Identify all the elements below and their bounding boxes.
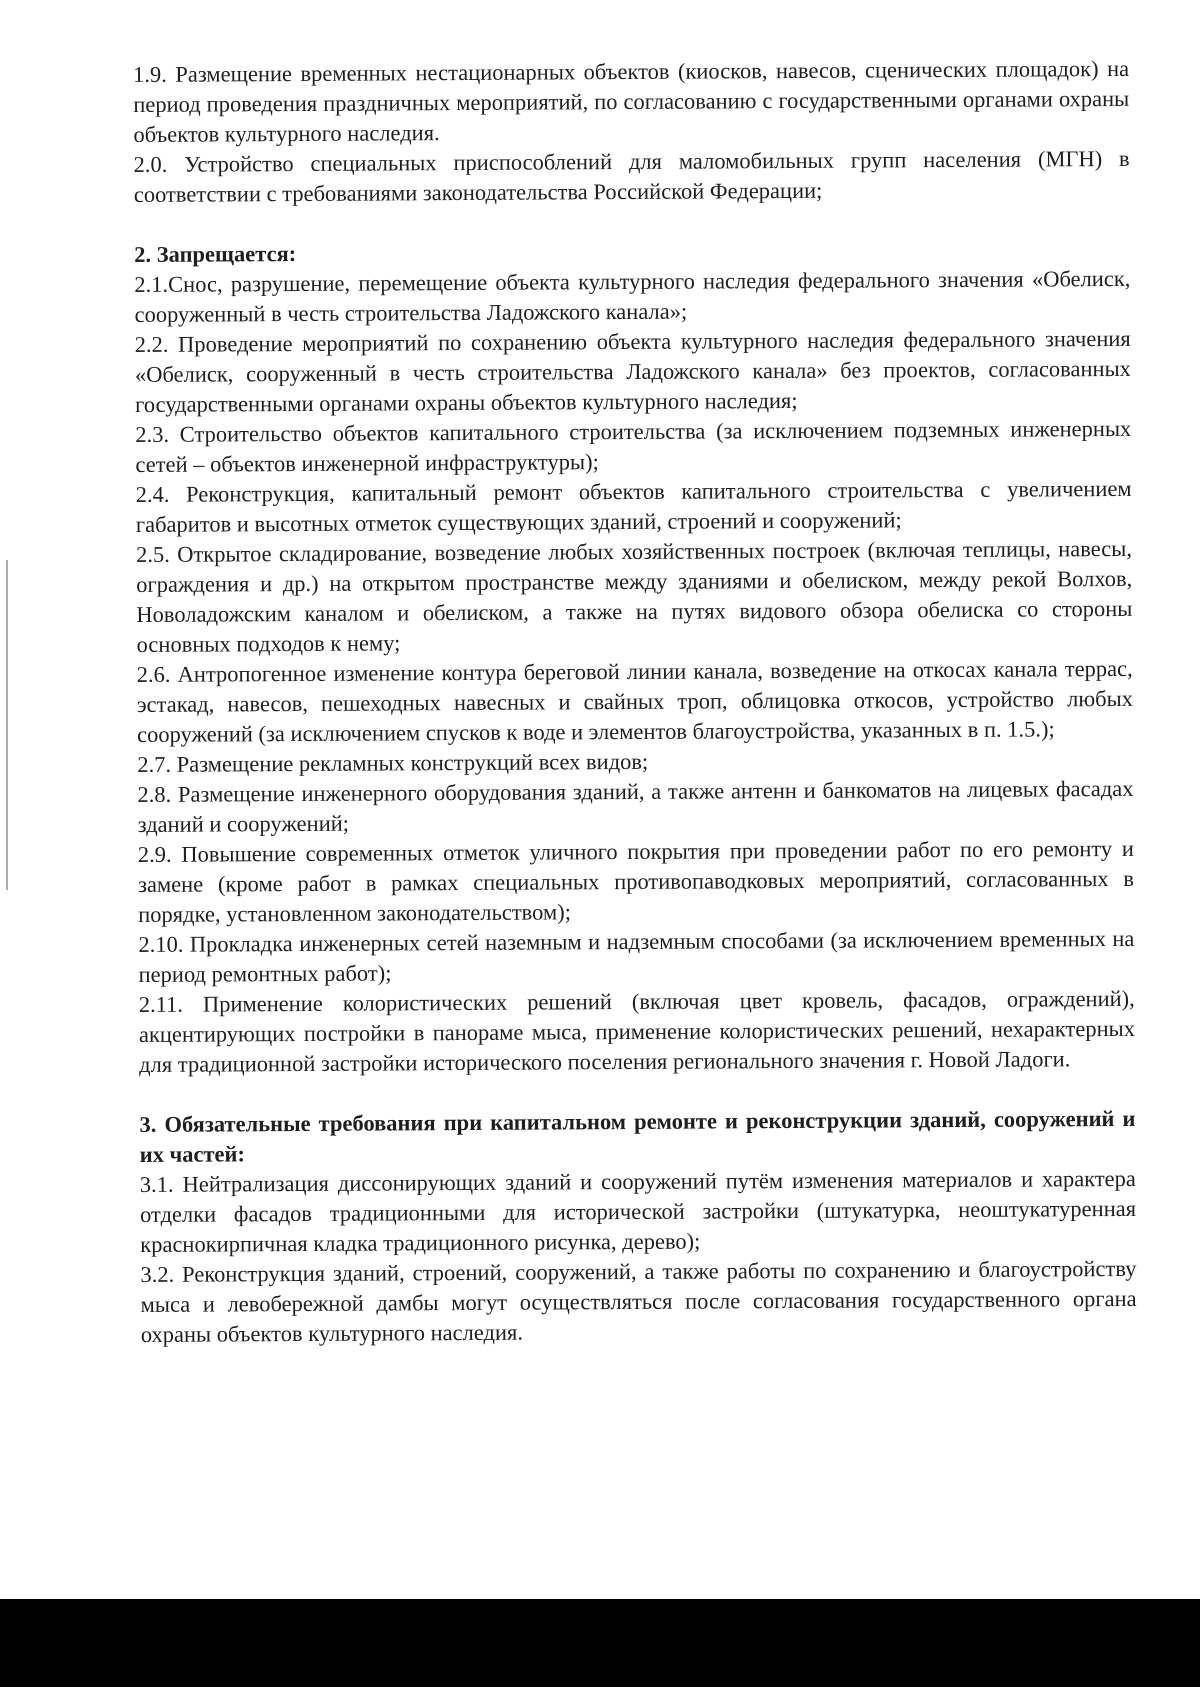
- clause-2-4: 2.4. Реконструкция, капитальный ремонт объектов капитального строительства с увеличением габаритов и высотных отметок существующих зданий, строений и сооружений;: [135, 475, 1132, 537]
- clause-2-9: 2.9. Повышение современных отметок уличного покрытия при проведении работ по его ремонту и замене (кроме работ в рамках специальных противопаводковых мероприятий, согласованных в порядке, установленном законодательством);: [137, 835, 1135, 927]
- clause-2-10: 2.10. Прокладка инженерных сетей наземным и надземным способами (за исключением временных на период ремонтных работ);: [138, 925, 1135, 987]
- scan-edge-marks: [6, 560, 11, 890]
- clause-3-1: 3.1. Нейтрализация диссонирующих зданий и сооружений путём изменения материалов и характера отделки фасадов традиционными для исторической застройки (штукатурка, неоштукатуренная краснокирпичная кладка традиционного рисунка, дерево);: [139, 1165, 1137, 1257]
- clause-2-1: 2.1.Снос, разрушение, перемещение объекта культурного наследия федерального значения «Обелиск, сооруженный в честь строительства Ладожского канала»;: [134, 265, 1131, 327]
- clause-1-9: 1.9. Размещение временных нестационарных объектов (киосков, навесов, сценических площадок) на период проведения праздничных мероприятий, по согласованию с государственными органами охраны объектов культурного наследия.: [133, 55, 1130, 147]
- clause-3-2: 3.2. Реконструкция зданий, строений, сооружений, а также работы по сохранению и благоустройству мыса и левобережной дамбы могут осуществляться после согласования государственного органа охраны объектов культурного наследия.: [140, 1255, 1137, 1347]
- clause-2-7: 2.7. Размещение рекламных конструкций всех видов;: [137, 748, 649, 777]
- section-2-heading: 2. Запрещается:: [134, 241, 297, 267]
- clause-2-0: 2.0. Устройство специальных приспособлений для маломобильных групп населения (МГН) в соответствии с требованиями законодательства Российской Федерации;: [133, 145, 1130, 207]
- document-page: [133, 54, 1137, 1350]
- clause-2-11: 2.11. Применение колористических решений (включая цвет кровель, фасадов, ограждений), акцентирующих постройки в панораме мыса, применение колористических решений, нехарактерных для традиционной застройки исторического поселения регионального значения г. Новой Ладоги.: [138, 985, 1136, 1077]
- section-3-heading: 3. Обязательные требования при капитальном ремонте и реконструкции зданий, сооружений и их частей:: [139, 1105, 1136, 1167]
- clause-2-6: 2.6. Антропогенное изменение контура береговой линии канала, возведение на откосах канала террас, эстакад, навесов, пешеходных навесных и свайных троп, облицовка откосов, устройство любых сооружений (за исключением спусков к воде и элементов благоустройства, указанных в п. 1.5.);: [136, 655, 1133, 747]
- clause-2-3: 2.3. Строительство объектов капитального строительства (за исключением подземных инженерных сетей – объектов инженерной инфраструктуры);: [135, 415, 1132, 477]
- clause-2-8: 2.8. Размещение инженерного оборудования зданий, а также антенн и банкоматов на лицевых фасадах зданий и сооружений;: [137, 775, 1134, 837]
- clause-2-5: 2.5. Открытое складирование, возведение любых хозяйственных построек (включая теплицы, навесы, ограждения и др.) на открытом пространстве между зданиями и обелиском, между рекой Волхов, Новоладожским каналом и обелиском, а также на путях видового обзора обелиска со стороны основных подходов к нему;: [135, 535, 1133, 657]
- scan-bottom-border: [0, 1599, 1200, 1687]
- clause-2-2: 2.2. Проведение мероприятий по сохранению объекта культурного наследия федерального значения «Обелиск, сооруженный в честь строительства Ладожского канала» без проектов, согласованных государственными органами охраны объектов культурного наследия;: [134, 325, 1131, 417]
